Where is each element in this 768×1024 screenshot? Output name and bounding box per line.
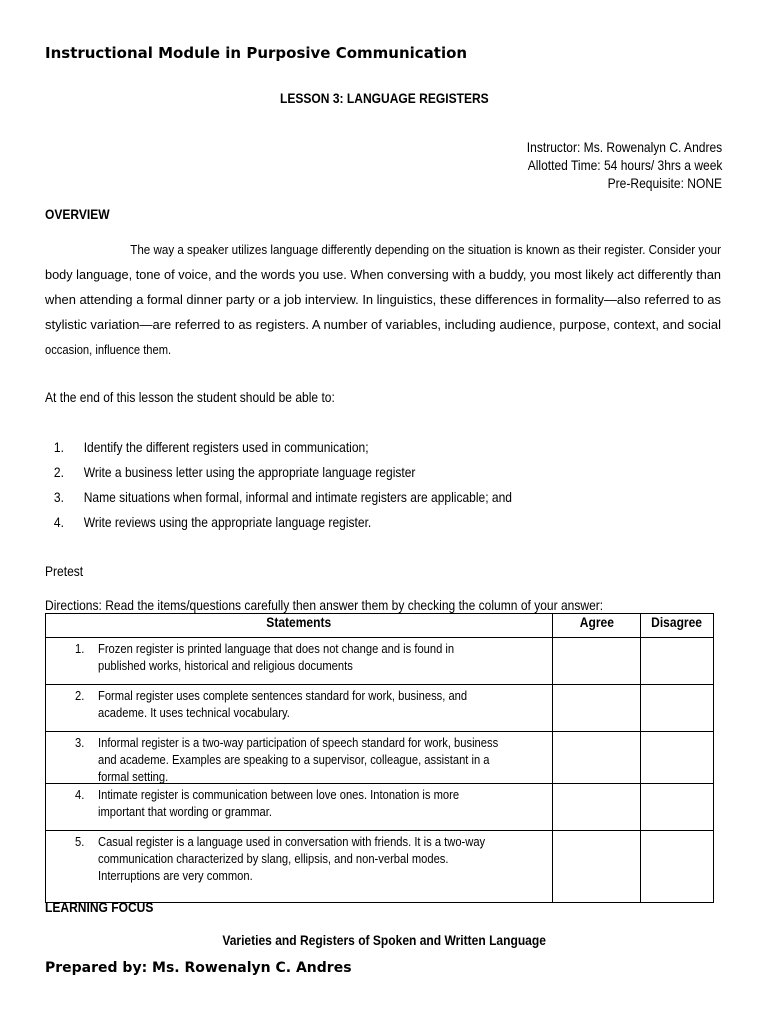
overview-line: when attending a formal dinner party or a job interview. In linguistics, these differences in formality—also referred to as: [45, 292, 721, 307]
lesson-title: LESSON 3: LANGUAGE REGISTERS: [279, 90, 489, 106]
column-header-statements: Statements: [46, 614, 553, 638]
list-item: 1. Identify the different registers used in communication;: [53, 439, 369, 455]
disagree-answer-cell[interactable]: [641, 784, 714, 831]
disagree-answer-cell[interactable]: [641, 685, 714, 732]
disagree-answer-cell[interactable]: [641, 732, 714, 784]
learning-focus-subtitle: Varieties and Registers of Spoken and Written Language: [222, 932, 546, 948]
prerequisite-line: Pre-Requisite: NONE: [607, 175, 722, 191]
table-row: 5. Casual register is a language used in conversation with friends. It is a two-way communication characterized by slang, ellipsis, and non-verbal modes. Interruptions are very common.: [46, 831, 714, 903]
pretest-table: [45, 613, 714, 903]
agree-answer-cell[interactable]: [553, 638, 641, 685]
objectives-list: [45, 439, 588, 539]
disagree-answer-cell[interactable]: [641, 638, 714, 685]
disagree-answer-cell[interactable]: [641, 831, 714, 903]
module-title: Instructional Module in Purposive Communication: [45, 44, 468, 62]
agree-answer-cell[interactable]: [553, 685, 641, 732]
learning-focus-heading: LEARNING FOCUS: [45, 899, 154, 915]
overview-heading: OVERVIEW: [45, 206, 110, 222]
table-row: 3. Informal register is a two-way participation of speech standard for work, business and academe. Examples are speaking to a supervisor, colleague, assistant in a formal setting.: [46, 732, 714, 784]
table-row: 2. Formal register uses complete sentences standard for work, business, and academe. It uses technical vocabulary.: [46, 685, 714, 732]
overview-line: stylistic variation—are referred to as registers. A number of variables, including audience, purpose, context, and social: [45, 317, 721, 332]
table-row: 1. Frozen register is printed language that does not change and is found in published works, historical and religious documents: [46, 638, 714, 685]
agree-answer-cell[interactable]: [553, 784, 641, 831]
agree-answer-cell[interactable]: [553, 732, 641, 784]
prepared-by-footer: Prepared by: Ms. Rowenalyn C. Andres: [45, 960, 352, 976]
list-item: 4. Write reviews using the appropriate language register.: [53, 514, 372, 530]
overview-paragraph: [45, 237, 721, 362]
overview-line: The way a speaker utilizes language differently depending on the situation is known as their register. Consider your: [130, 242, 721, 257]
list-item: 3. Name situations when formal, informal and intimate registers are applicable; and: [53, 489, 513, 505]
column-header-agree: Agree: [553, 614, 641, 638]
instructor-line: Instructor: Ms. Rowenalyn C. Andres: [526, 139, 722, 155]
lesson-meta: [495, 139, 722, 193]
allotted-time-line: Allotted Time: 54 hours/ 3hrs a week: [527, 157, 722, 173]
objectives-lead-in: At the end of this lesson the student should be able to:: [45, 389, 335, 405]
overview-line: occasion, influence them.: [45, 342, 172, 357]
pretest-label: Pretest: [45, 563, 84, 579]
overview-line: body language, tone of voice, and the words you use. When conversing with a buddy, you most likely act differently than: [45, 267, 721, 282]
list-item: 2. Write a business letter using the appropriate language register: [53, 464, 416, 480]
column-header-disagree: Disagree: [641, 614, 714, 638]
table-row: 4. Intimate register is communication between love ones. Intonation is more important that wording or grammar.: [46, 784, 714, 831]
agree-answer-cell[interactable]: [553, 831, 641, 903]
pretest-directions: Directions: Read the items/questions carefully then answer them by checking the column of your answer:: [45, 597, 604, 613]
table-header-row: [46, 614, 714, 638]
